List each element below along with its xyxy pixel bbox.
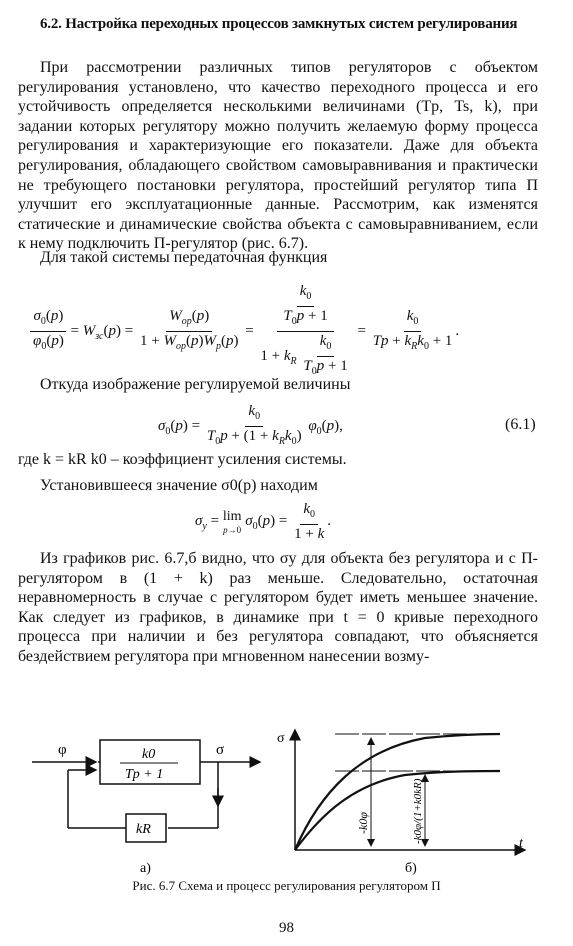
paragraph-analysis [18,549,538,667]
paragraph-intro-text: При рассмотрении различных типов регуляторов с объектом регулирования установлено, что качество переходного процесса и его устойчивость определяется несколькими величинами (Tр, Ts, k), при задании которых регулятору можно получить желаемую форму процесса регулирования и характеризующие его показатели. Даже для объекта регулирования, обладающего свойством самовыравнивания и практически не требующего постановки регулятора, простейший регулятор типа П улучшит его эксплуатационные данные. Рассмотрим, как изменятся статические и динамические свойства объекта с самовыравниванием, если к нему подключить П-регулятор (рис. 6.7). [18,59,538,253]
object-block-numerator: k0 [142,747,156,762]
regulator-block-label: kR [136,822,151,837]
output-sigma-label: σ [216,742,225,758]
equation-6-1: $\sigma_0(p)$ = $\frac{k_0}{T_0p + (1 + k_Rk_0)}$ $\varphi_0(p)$, [158,403,343,447]
curve-without-regulator [295,734,500,850]
transient-graph [275,722,535,878]
block-diagram [28,728,268,878]
curve-label-upper: -k0φ [356,812,370,834]
figure-label-b: б) [405,861,417,876]
object-block-denominator: Tp + 1 [125,767,164,782]
figure-caption: Рис. 6.7 Схема и процесс регулирования регулятором П [132,878,441,893]
input-phi-label: φ [58,742,67,758]
curve-with-regulator [295,771,500,850]
transfer-function-equation: $\frac{\sigma_0(p)}{\varphi_0(p)}$ = $W_{зс}(p)$ = $\frac{W_{ор}(p)}{1 + W_{ор}(p)W_р(p)}$ = $\frac{k_0}{T_0p + 1}$ $1 + k_R$ $\frac{k_0}{T_0p + 1}$ = $\frac{k_0}{Tp + k_Rk_0 + 1}$ . [30,282,459,381]
y-axis-label: σ [277,731,285,746]
figure-label-a: а) [140,861,151,876]
paragraph-analysis-text: Из графиков рис. 6.7,б видно, что σу для объекта без регулятора и с П-регулятором в (1 + k) раз меньше. Следовательно, остаточная неравномерность в случае с регулятором будет иметь меньшее значение. Как следует из графиков, в динамике при t = 0 кривые переходного процесса при наличии и без регулятора совпадают, что объясняется бездействием регулятора при мгновенном нанесении возму- [18,550,538,665]
equation-number: (6.1) [505,416,536,433]
steady-state-equation: $\sigma_у$ = lim p→0 $\sigma_0(p)$ = $\frac{k_0}{1 + k}$ . [195,501,332,542]
x-axis-label: t [519,836,523,851]
curve-label-lower: -k0φ/(1+k0kR) [412,778,424,844]
paragraph-gain-definition: где k = kR k0 – коэффициент усиления системы. [18,451,347,468]
page-number: 98 [279,920,294,936]
paragraph-transfer-intro: Для такой системы передаточная функция [40,249,328,266]
paragraph-image-intro: Откуда изображение регулируемой величины [40,376,351,393]
paragraph-intro [18,58,538,254]
paragraph-steady-intro: Установившееся значение σ0(p) находим [40,477,318,494]
section-heading: 6.2. Настройка переходных процессов замкнутых систем регулирования [40,16,518,32]
